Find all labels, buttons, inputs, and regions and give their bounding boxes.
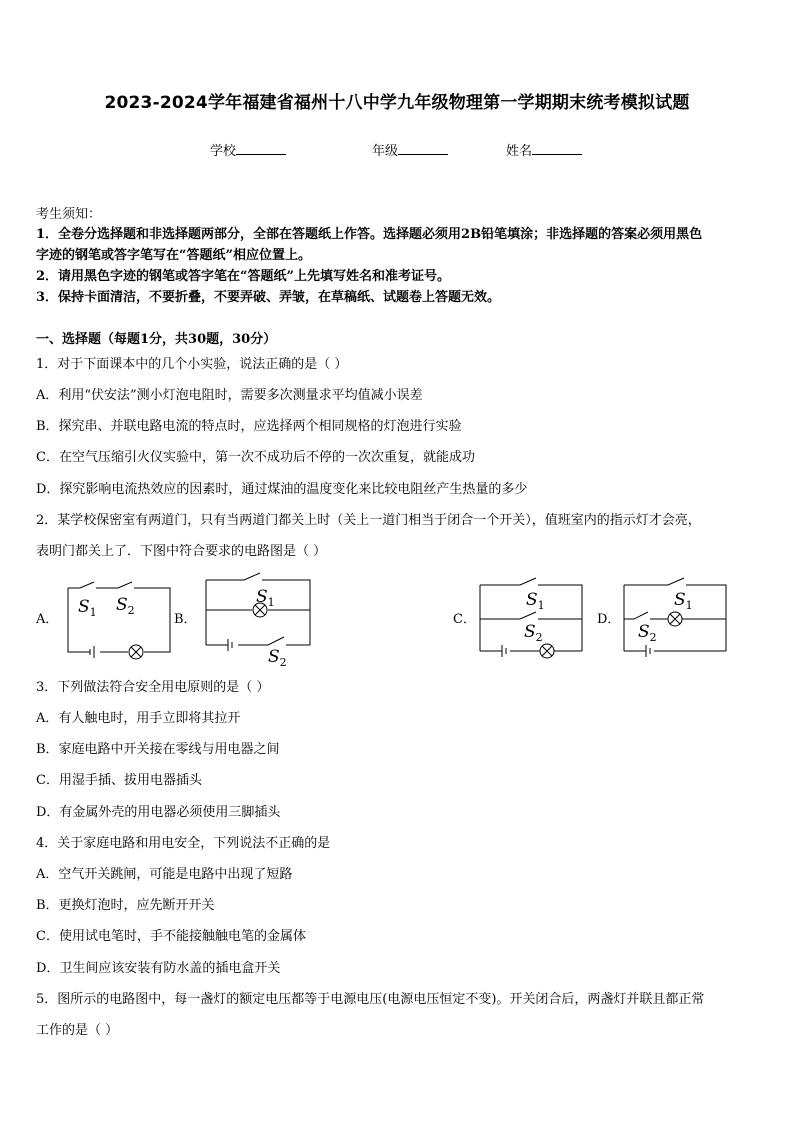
q2-stem: 2．某学校保密室有两道门，只有当两道门都关上时（关上一道门相当于闭合一个开关），值班室内的指示灯才会亮， <box>36 513 701 528</box>
circuit-c <box>478 575 584 659</box>
notice-item: 1．全卷分选择题和非选择题两部分，全部在答题纸上作答。选择题必须用2B铅笔填涂；非选择题的答案必须用黑色 <box>36 227 703 242</box>
school-field: 学校 <box>210 140 286 159</box>
switch-s1-label: $S_1$ <box>526 590 545 612</box>
notice-heading: 考生须知： <box>36 207 102 222</box>
q1-stem: 1．对于下面课本中的几个小实验，说法正确的是（ ） <box>36 357 348 372</box>
notice-item: 字迹的钢笔或答字笔写在“答题纸”相应位置上。 <box>36 248 311 263</box>
notice-item: 2．请用黑色字迹的钢笔或答字笔在“答题纸”上先填写姓名和准考证号。 <box>36 269 451 284</box>
switch-s1-label: $S_1$ <box>674 590 693 612</box>
q3-option-b: B．家庭电路中开关接在零线与用电器之间 <box>36 742 280 757</box>
q3-stem: 3．下列做法符合安全用电原则的是（ ） <box>36 680 270 695</box>
lamp-icon <box>540 644 554 658</box>
q1-option-a: A．利用“伏安法”测小灯泡电阻时，需要多次测量求平均值减小误差 <box>36 388 423 403</box>
grade-blank <box>398 142 448 155</box>
name-blank <box>532 142 582 155</box>
switch-s1-label: $S_1$ <box>78 597 97 619</box>
q1-option-c: C．在空气压缩引火仪实验中，第一次不成功后不停的一次次重复，就能成功 <box>36 450 475 465</box>
q4-stem: 4．关于家庭电路和用电安全，下列说法不正确的是 <box>36 836 331 851</box>
q4-option-a: A．空气开关跳闸，可能是电路中出现了短路 <box>36 867 293 882</box>
circuit-b <box>204 570 312 670</box>
notice-item: 3．保持卡面清洁，不要折叠，不要弄破、弄皱，在草稿纸、试题卷上答题无效。 <box>36 290 501 305</box>
q5-stem: 5．图所示的电路图中，每一盏灯的额定电压都等于电源电压(电源电压恒定不变)。开关闭合后，两盏灯并联且都正常 <box>36 992 705 1007</box>
lamp-icon <box>129 645 143 659</box>
q3-option-a: A．有人触电时，用手立即将其拉开 <box>36 711 241 726</box>
grade-field: 年级 <box>372 140 448 159</box>
q4-option-c: C．使用试电笔时，手不能接触触电笔的金属体 <box>36 929 306 944</box>
switch-s2-label: $S_2$ <box>268 647 287 669</box>
switch-s2-label: $S_2$ <box>524 622 543 644</box>
school-blank <box>236 142 286 155</box>
circuit-d <box>622 575 728 659</box>
page-title: 2023-2024学年福建省福州十八中学九年级物理第一学期期末统考模拟试题 <box>104 93 690 113</box>
switch-s2-label: $S_2$ <box>116 595 135 617</box>
q4-option-d: D．卫生间应该安装有防水盖的插电盒开关 <box>36 961 281 976</box>
q5-stem: 工作的是（ ） <box>36 1023 119 1038</box>
section-heading: 一、选择题（每题1分，共30题，30分） <box>36 332 277 347</box>
q3-option-d: D．有金属外壳的用电器必须使用三脚插头 <box>36 805 281 820</box>
switch-s1-label: $S_1$ <box>256 587 275 609</box>
q1-option-d: D．探究影响电流热效应的因素时，通过煤油的温度变化来比较电阻丝产生热量的多少 <box>36 482 528 497</box>
q2-stem: 表明门都关上了．下图中符合要求的电路图是（ ） <box>36 544 327 559</box>
circuit-d-label: D． <box>597 612 621 627</box>
circuit-b-label: B． <box>174 612 197 627</box>
circuit-a <box>64 580 176 660</box>
switch-s2-label: $S_2$ <box>638 622 657 644</box>
circuit-a-label: A． <box>36 612 59 627</box>
lamp-icon <box>668 612 682 626</box>
name-field: 姓名 <box>506 140 582 159</box>
circuit-c-label: C． <box>453 612 476 627</box>
q4-option-b: B．更换灯泡时，应先断开开关 <box>36 898 215 913</box>
q1-option-b: B．探究串、并联电路电流的特点时，应选择两个相同规格的灯泡进行实验 <box>36 419 462 434</box>
q3-option-c: C．用湿手插、拔用电器插头 <box>36 773 202 788</box>
